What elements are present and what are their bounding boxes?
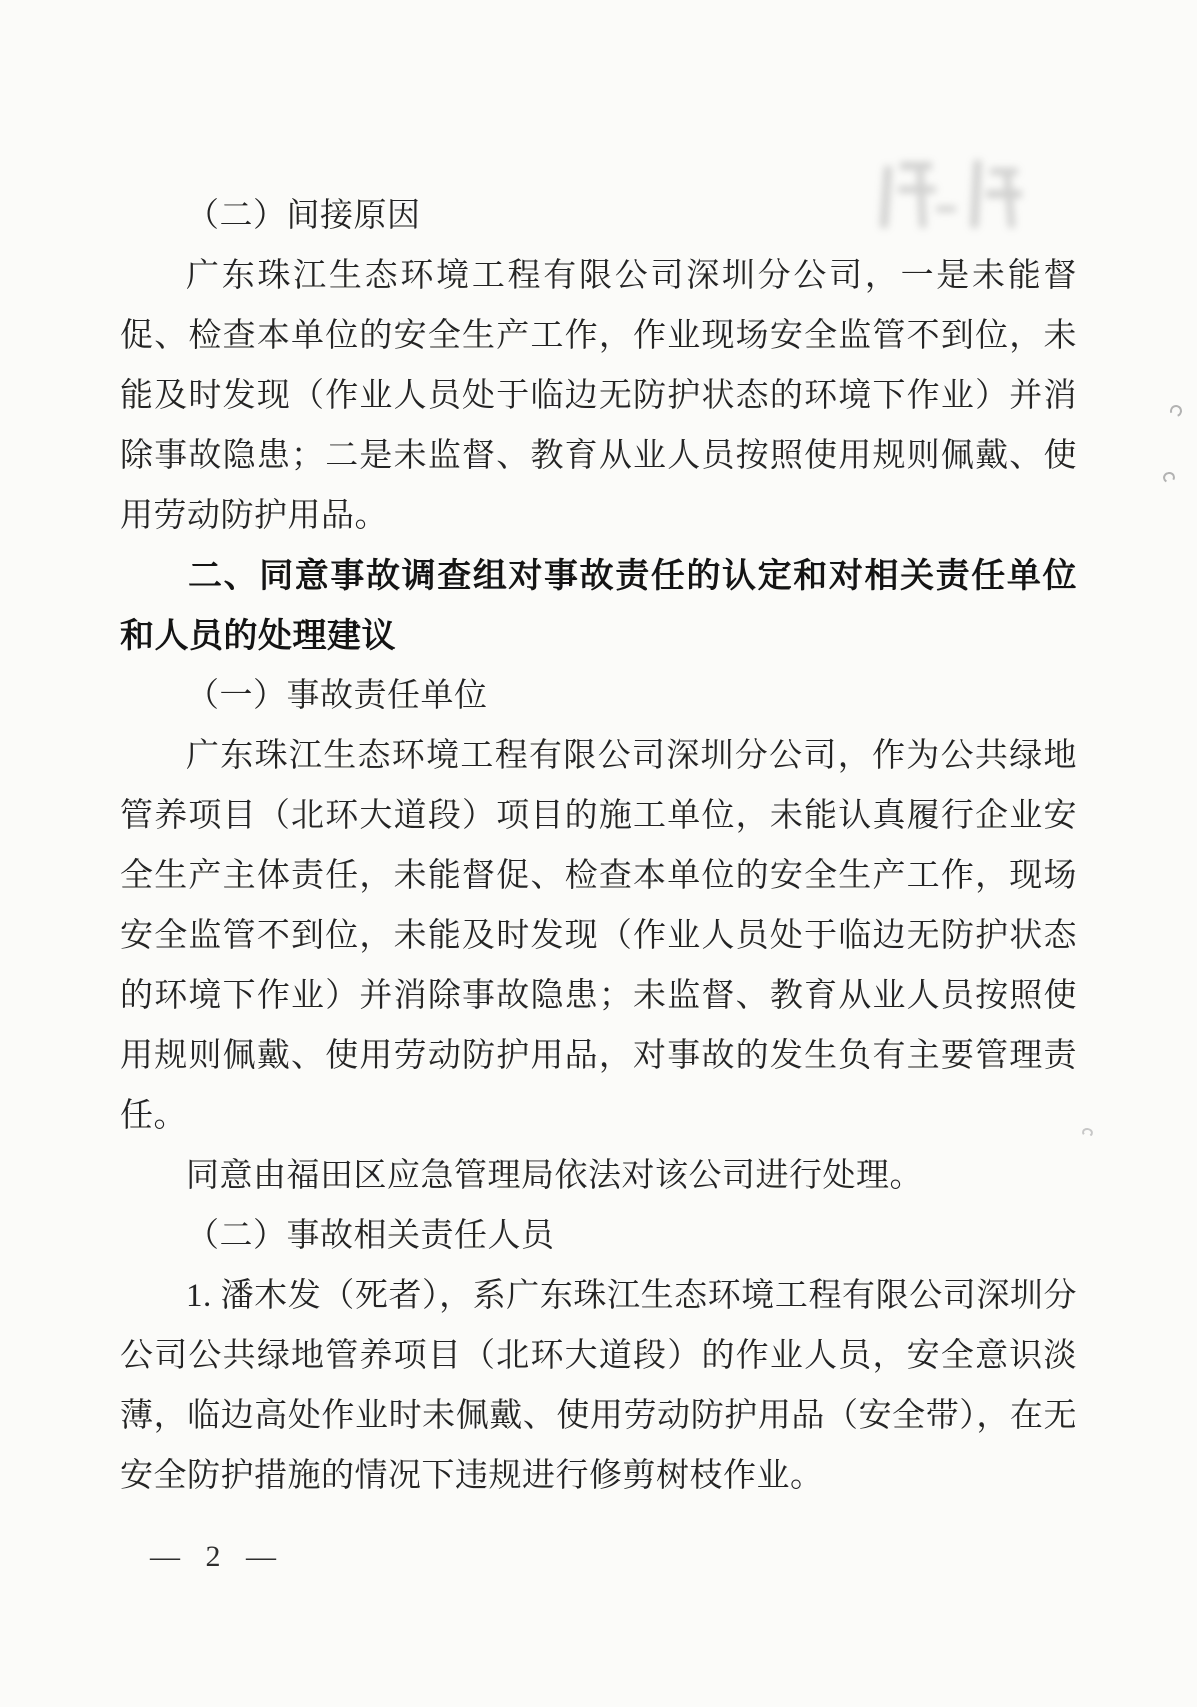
document-body xyxy=(120,186,1077,1506)
scan-speck xyxy=(1081,1127,1093,1138)
paragraph-handling-agreement: 同意由福田区应急管理局依法对该公司进行处理。 xyxy=(186,1158,923,1194)
section-heading-responsibility-determination: 二、同意事故调查组对事故责任的认定和对相关责任单位和人员的处理建议 xyxy=(120,557,1077,655)
subheading-responsible-unit: （一）事故责任单位 xyxy=(186,678,488,714)
paragraph-responsible-person-1: 1. 潘木发（死者），系广东珠江生态环境工程有限公司深圳分公司公共绿地管养项目（北环大道段）的作业人员，安全意识淡薄，临边高处作业时未佩戴、使用劳动防护用品（安全带），在无安全防护措施的情况下违规进行修剪树枝作业。 xyxy=(120,1278,1077,1494)
scan-speck xyxy=(1168,403,1184,419)
page-number: — 2 — xyxy=(150,1540,278,1573)
scan-speck xyxy=(1162,471,1176,485)
paragraph-indirect-causes-detail: 广东珠江生态环境工程有限公司深圳分公司，一是未能督促、检查本单位的安全生产工作，作业现场安全监管不到位，未能及时发现（作业人员处于临边无防护状态的环境下作业）并消除事故隐患；二是未监督、教育从业人员按照使用规则佩戴、使用劳动防护用品。 xyxy=(120,258,1077,534)
subheading-responsible-persons: （二）事故相关责任人员 xyxy=(186,1218,555,1254)
paragraph-responsible-unit-detail: 广东珠江生态环境工程有限公司深圳分公司，作为公共绿地管养项目（北环大道段）项目的施工单位，未能认真履行企业安全生产主体责任，未能督促、检查本单位的安全生产工作，现场安全监管不到位，未能及时发现（作业人员处于临边无防护状态的环境下作业）并消除事故隐患；未监督、教育从业人员按照使用规则佩戴、使用劳动防护用品，对事故的发生负有主要管理责任。 xyxy=(120,738,1077,1134)
subheading-indirect-causes: （二）间接原因 xyxy=(186,198,421,234)
